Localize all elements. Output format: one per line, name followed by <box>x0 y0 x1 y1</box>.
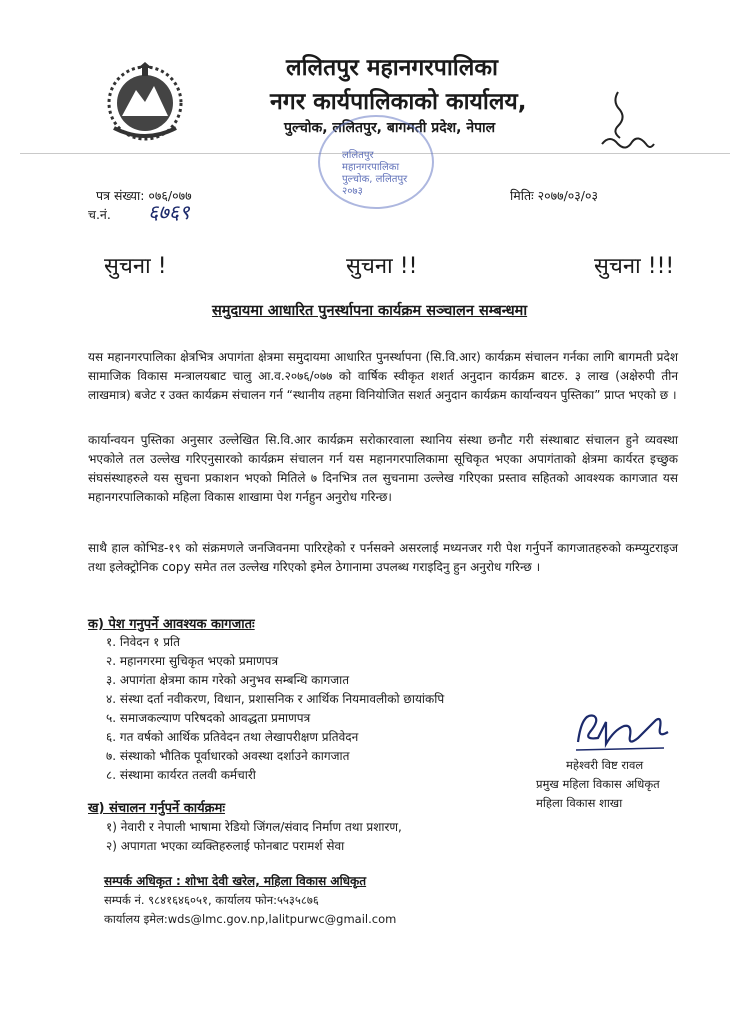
section-a-heading: क) पेश गनुपर्ने आवश्यक कागजातः <box>88 617 255 632</box>
organization-name: ललितपुर महानगरपालिका <box>286 55 498 81</box>
contact-phone: सम्पर्क नं. ९८४१६४६०५१, कार्यालय फोन:५५३५८७६ <box>104 893 319 907</box>
list-item: २. महानगरमा सुचिकृत भएको प्रमाणपत्र <box>106 654 279 668</box>
section-b-heading: ख) संचालन गर्नुपर्ने कार्यक्रमः <box>88 801 226 816</box>
list-item: ७. संस्थाको भौतिक पूर्वाधारको अवस्था दर्शाउने कागजात <box>106 749 350 763</box>
handwritten-signature <box>572 702 672 754</box>
notice-word-3: सुचना !!! <box>594 254 675 279</box>
paragraph-2: कार्यान्वयन पुस्तिका अनुसार उल्लेखित सि.वि.आर कार्यक्रम सरोकारवाला स्थानिय संस्था छनौट गरी संस्थाबाट संचालन हुने व्यवस्था भएकोले तल उल्लेख गरिएनुसारको कार्यक्रम संचालन गर्न यस महानगरपालिकामा सूचिकृत भएका अपागंताको क्षेत्रमा कार्यरत इच्छुक संघसंस्थाहरुले यस सुचना प्रकाशन भएको मितिले ७ दिनभित्र तल सुचनामा उल्लेख गरिएका प्रस्ताव सहितको आवश्यक कागजात यस महानगरपालिकाको महिला विकास शाखामा पेश गर्नहुन अनुरोध गरिन्छ। <box>88 433 678 504</box>
dispatch-number: ६७६९ <box>148 200 190 224</box>
seal-text: ललितपुर महानगरपालिका पुल्चोक, ललितपुर २०७३ <box>342 150 408 197</box>
list-item: ५. समाजकल्याण परिषदको आवद्धता प्रमाणपत्र <box>106 711 311 725</box>
signatory-name: महेश्वरी विष्ट रावल <box>566 758 644 772</box>
signatory-office: महिला विकास शाखा <box>536 796 623 810</box>
list-item: ६. गत वर्षको आर्थिक प्रतिवेदन तथा लेखापरीक्षण प्रतिवेदन <box>106 730 359 744</box>
reference-number: पत्र संख्या: ०७६/०७७ <box>96 188 192 203</box>
notice-word-1: सुचना ! <box>104 254 167 279</box>
list-item: १. निवेदन १ प्रति <box>106 635 180 649</box>
top-signature-mark <box>596 88 656 154</box>
nepal-emblem-icon <box>104 60 186 142</box>
paragraph-1: यस महानगरपालिका क्षेत्रभित्र अपागंता क्षेत्रमा समुदायमा आधारित पुनर्स्थापना (सि.वि.आर) कार्यक्रम संचालन गर्नका लागि बागमती प्रदेश सामाजिक विकास मन्त्रालयबाट चालु आ.व.२०७६/०७७ को वार्षिक स्वीकृत शशर्त अनुदान कार्यक्रम बाटरु. ३ लाख (अक्षेरुपी तीन लाखमात्र) बजेट र उक्त कार्यक्रम संचालन गर्न “स्थानीय तहमा विनियोजित सशर्त अनुदान कार्यक्रम कार्यान्वयन पुस्तिका” प्राप्त भएको छ । <box>88 350 678 402</box>
subject-line: समुदायमा आधारित पुनर्स्थापना कार्यक्रम सञ्चालन सम्बन्धमा <box>212 303 528 319</box>
list-item: १) नेवारी र नेपाली भाषामा रेडियो जिंगल/संवाद निर्माण तथा प्रशारण, <box>106 820 402 834</box>
signatory-title: प्रमुख महिला विकास अधिकृत <box>536 777 660 791</box>
office-address: पुल्चोक, ललितपुर, बागमती प्रदेश, नेपाल <box>284 120 496 136</box>
contact-heading: सम्पर्क अधिकृत : शोभा देवी खरेल, महिला विकास अधिकृत <box>104 874 367 888</box>
list-item: ३. अपागंता क्षेत्रमा काम गरेको अनुभव सम्बन्धि कागजात <box>106 673 350 687</box>
office-name: नगर कार्यपालिकाको कार्यालय, <box>270 89 527 115</box>
contact-email: कार्यालय इमेल:wds@lmc.gov.np,lalitpurwc@gmail.com <box>104 912 397 926</box>
paragraph-3: साथै हाल कोभिड-१९ को संक्रमणले जनजिवनमा पारिरहेको र पर्नसक्ने असरलाई मध्यनजर गरी पेश गर्नुपर्ने कागजातहरुको कम्प्युटराइज तथा इलेक्ट्रोनिक copy समेत तल उल्लेख गरिएको इमेल ठेगानामा उपलब्ध गराइदिनु हुन अनुरोध गरिन्छ । <box>88 541 678 574</box>
list-item: २) अपागता भएका व्यक्तिहरुलाई फोनबाट परामर्श सेवा <box>106 839 345 853</box>
notice-word-2: सुचना !! <box>346 254 418 279</box>
list-item: ४. संस्था दर्ता नवीकरण, विधान, प्रशासनिक र आर्थिक नियमावलीको छायांकपि <box>106 692 445 706</box>
dispatch-label: च.नं. <box>88 207 111 222</box>
list-item: ८. संस्थामा कार्यरत तलवी कर्मचारी <box>106 768 256 782</box>
letter-date: मितिः २०७७/०३/०३ <box>510 188 598 203</box>
